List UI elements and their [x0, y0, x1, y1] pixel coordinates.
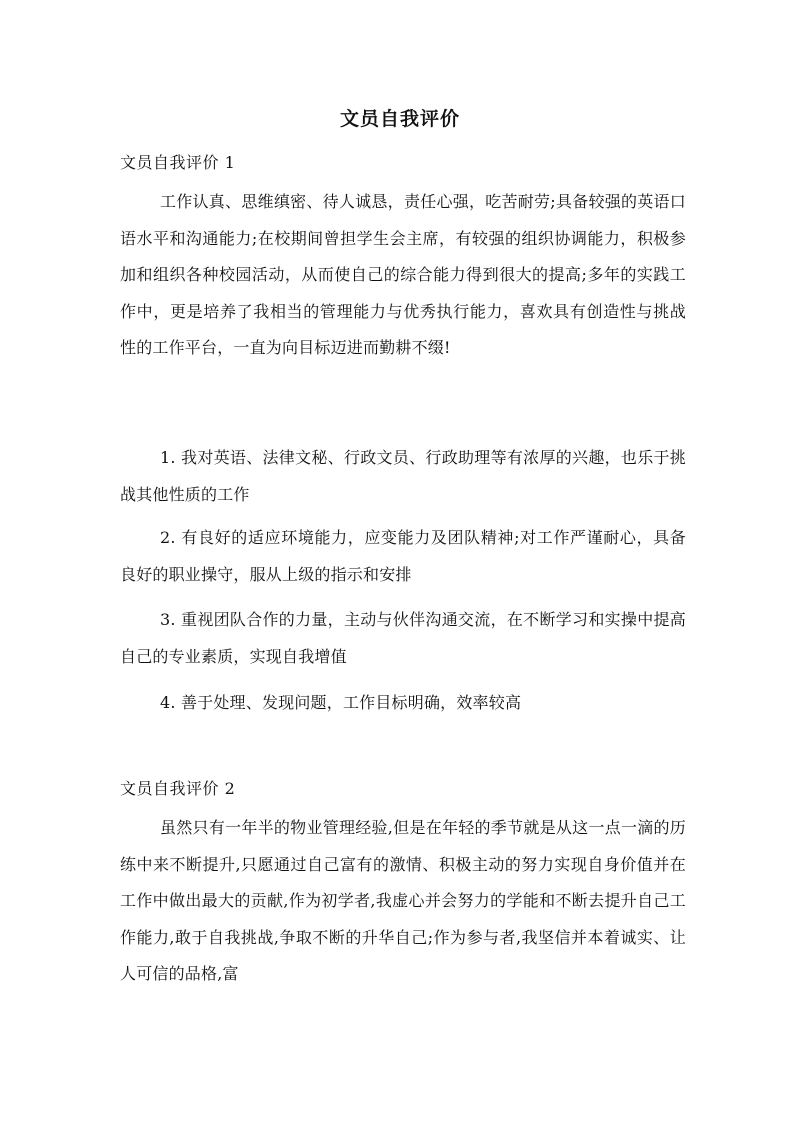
section-1-paragraph-intro: 工作认真、思维缜密、待人诚恳，责任心强，吃苦耐劳;具备较强的英语口语水平和沟通能力;在校期间曾担学生会主席，有较强的组织协调能力，积极参加和组织各种校园活动，从而使自己的综合能力得到很大的提高;多年的实践工作中，更是培养了我相当的管理能力与优秀执行能力，喜欢具有创造性与挑战性的工作平台，一直为向目标迈进而勤耕不缀!: [120, 192, 686, 358]
section-1-list-item-4: 4. 善于处理、发现问题，工作目标明确，效率较高: [160, 693, 522, 712]
section-2-paragraph: 虽然只有一年半的物业管理经验,但是在年轻的季节就是从这一点一滴的历练中来不断提升,只愿通过自己富有的激情、积极主动的努力实现自身价值并在工作中做出最大的贡献,作为初学者,我虚心并会努力的学能和不断去提升自己工作能力,敢于自我挑战,争取不断的升华自己;作为参与者,我坚信并本着诚实、让人可信的品格,富: [120, 818, 686, 984]
section-1-list-item-3: 3. 重视团队合作的力量，主动与伙伴沟通交流，在不断学习和实操中提高自己的专业素质，实现自我增值: [120, 610, 686, 666]
document-title: 文员自我评价: [339, 108, 460, 130]
section-heading-2: 文员自我评价 2: [120, 779, 236, 798]
section-1-list-item-2: 2. 有良好的适应环境能力，应变能力及团队精神;对工作严谨耐心，具备良好的职业操守，服从上级的指示和安排: [120, 528, 686, 584]
section-1-list-item-1: 1. 我对英语、法律文秘、行政文员、行政助理等有浓厚的兴趣，也乐于挑战其他性质的工作: [120, 448, 686, 504]
section-heading-1: 文员自我评价 1: [120, 153, 236, 172]
